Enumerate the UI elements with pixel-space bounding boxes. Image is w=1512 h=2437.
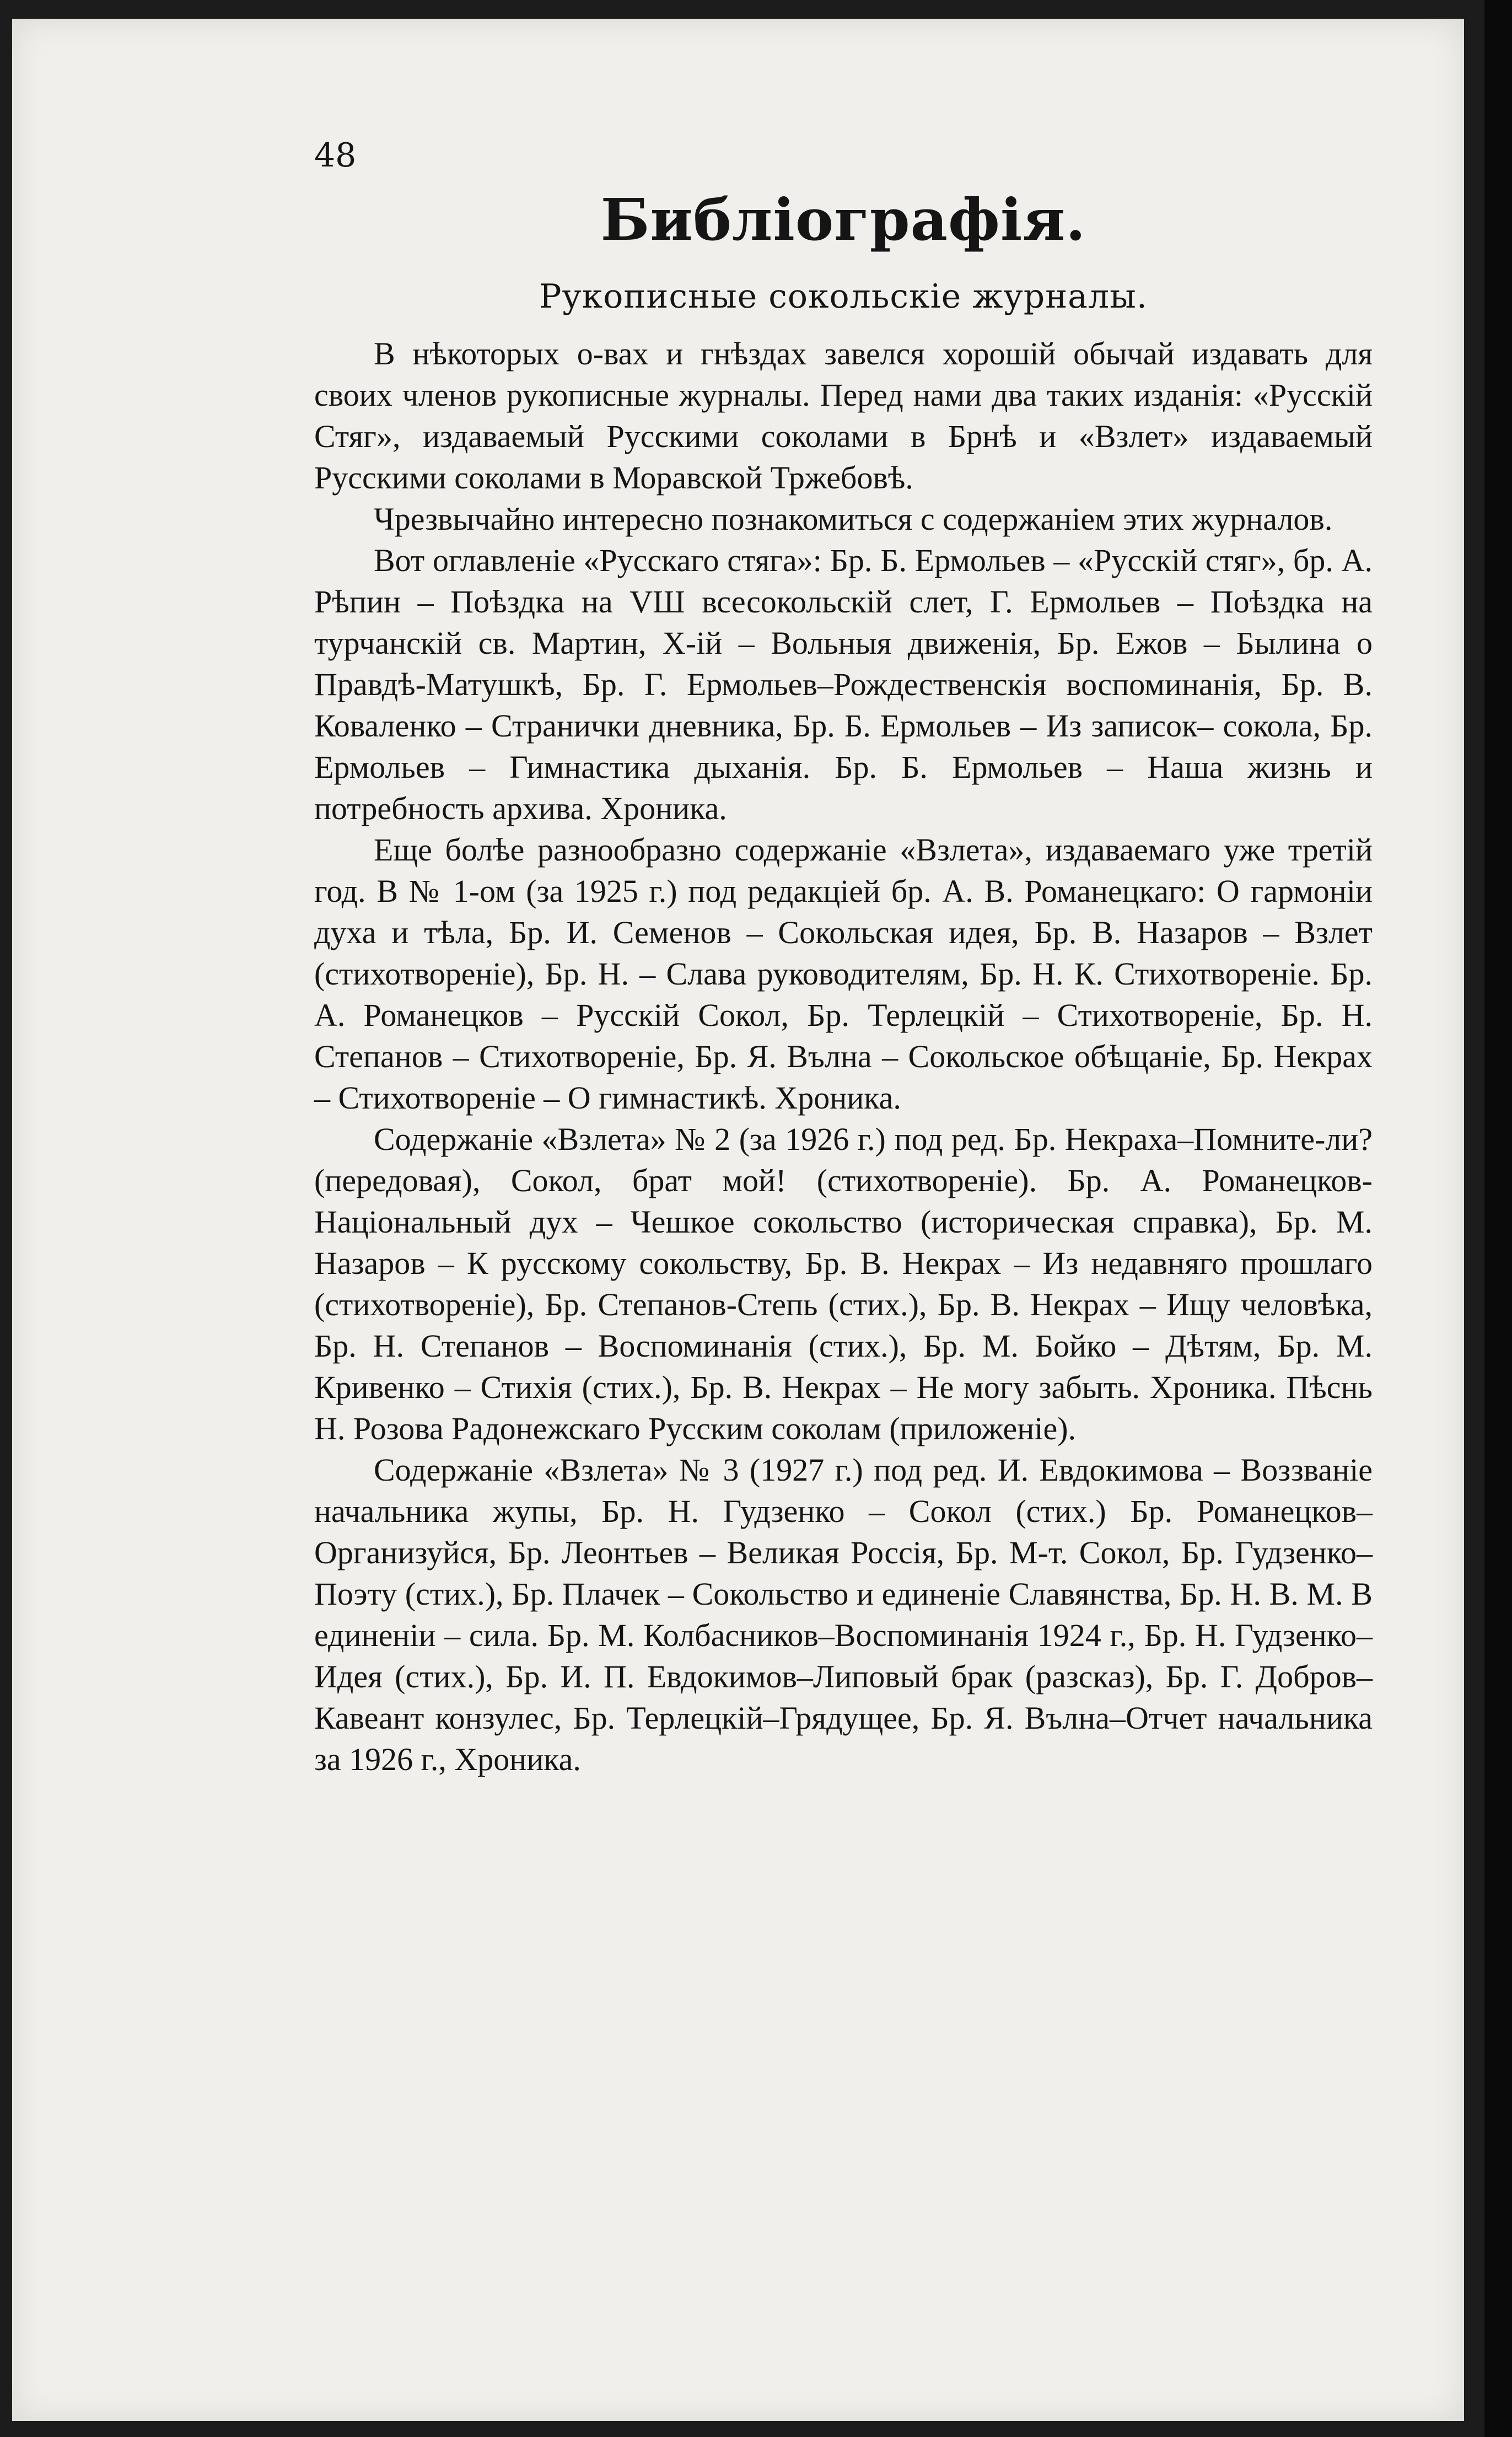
paragraph-vzlet-issue-1: Еще болѣе разнообразно содержаніе «Взлета», издаваемаго уже третій год. В № 1-ом (за 1925 г.) под редакціей бр. А. В. Романецкаго: О гармоніи духа и тѣла, Бр. И. Семенов – Сокольская идея, Бр. В. Назаров – Взлет (стихотвореніе), Бр. Н. – Слава руководителям, Бр. Н. К. Стихотвореніе. Бр. А. Романецков – Русскій Сокол, Бр. Терлецкій – Стихотвореніе, Бр. Н. Степанов – Стихотвореніе, Бр. Я. Вълна – Сокольское обѣщаніе, Бр. Некрах – Стихотвореніе – О гимнастикѣ. Хроника. — [314, 832, 1373, 1116]
text-block — [314, 136, 1373, 1780]
book-page — [12, 19, 1464, 2421]
page-title: Библіографія. — [600, 186, 1086, 254]
section-subtitle: Рукописные сокольскіе журналы. — [539, 277, 1148, 316]
paragraph-interest: Чрезвычайно интересно познакомиться с содержаніем этих журналов. — [374, 501, 1333, 537]
scan-border — [1484, 0, 1512, 2437]
page-number: 48 — [314, 136, 357, 175]
paragraph-vzlet-issue-3: Содержаніе «Взлета» № 3 (1927 г.) под ред. И. Евдокимова – Воззваніе начальника жупы, Бр. Н. Гудзенко – Сокол (стих.) Бр. Романецков–Организуйся, Бр. Леонтьев – Великая Россія, Бр. М-т. Сокол, Бр. Гудзенко–Поэту (стих.), Бр. Плачек – Сокольство и единеніе Славянства, Бр. Н. В. М. В единеніи – сила. Бр. М. Колбасников–Воспоминанія 1924 г., Бр. Н. Гудзенко–Идея (стих.), Бр. И. П. Евдокимов–Липовый брак (разсказ), Бр. Г. Добров–Кавеант конзулес, Бр. Терлецкій–Грядущее, Бр. Я. Вълна–Отчет начальника за 1926 г., Хроника. — [314, 1452, 1373, 1778]
paragraph-intro: В нѣкоторых о-вах и гнѣздах завелся хорошій обычай издавать для своих членов рукописные журналы. Перед нами два таких изданія: «Русскій Стяг», издаваемый Русскими соколами в Брнѣ и «Взлет» издаваемый Русскими соколами в Моравской Тржебовѣ. — [314, 336, 1373, 496]
paragraph-russky-stiag-contents: Вот оглавленіе «Русскаго стяга»: Бр. Б. Ермольев – «Русскій стяг», бр. А. Рѣпин – Поѣздка на VШ всесокольскій слет, Г. Ермольев – Поѣздка на турчанскій св. Мартин, Х-ій – Вольныя движенія, Бр. Ежов – Былина о Правдѣ-Матушкѣ, Бр. Г. Ермольев–Рождественскія воспоминанія, Бр. В. Коваленко – Странички дневника, Бр. Б. Ермольев – Из записок– сокола, Бр. Ермольев – Гимнастика дыханія. Бр. Б. Ермольев – Наша жизнь и потребность архива. Хроника. — [314, 542, 1373, 827]
paragraph-vzlet-issue-2: Содержаніе «Взлета» № 2 (за 1926 г.) под ред. Бр. Некраха–Помните-ли? (передовая), Сокол, брат мой! (стихотвореніе). Бр. А. Романецков-Національный дух – Чешкое сокольство (историческая справка), Бр. М. Назаров – К русскому сокольству, Бр. В. Некрах – Из недавняго прошлаго (стихотвореніе), Бр. Степанов-Степь (стих.), Бр. В. Некрах – Ищу человѣка, Бр. Н. Степанов – Воспоминанія (стих.), Бр. М. Бойко – Дѣтям, Бр. М. Кривенко – Стихія (стих.), Бр. В. Некрах – Не могу забыть. Хроника. Пѣснь Н. Розова Радонежскаго Русским соколам (приложеніе). — [314, 1121, 1373, 1447]
